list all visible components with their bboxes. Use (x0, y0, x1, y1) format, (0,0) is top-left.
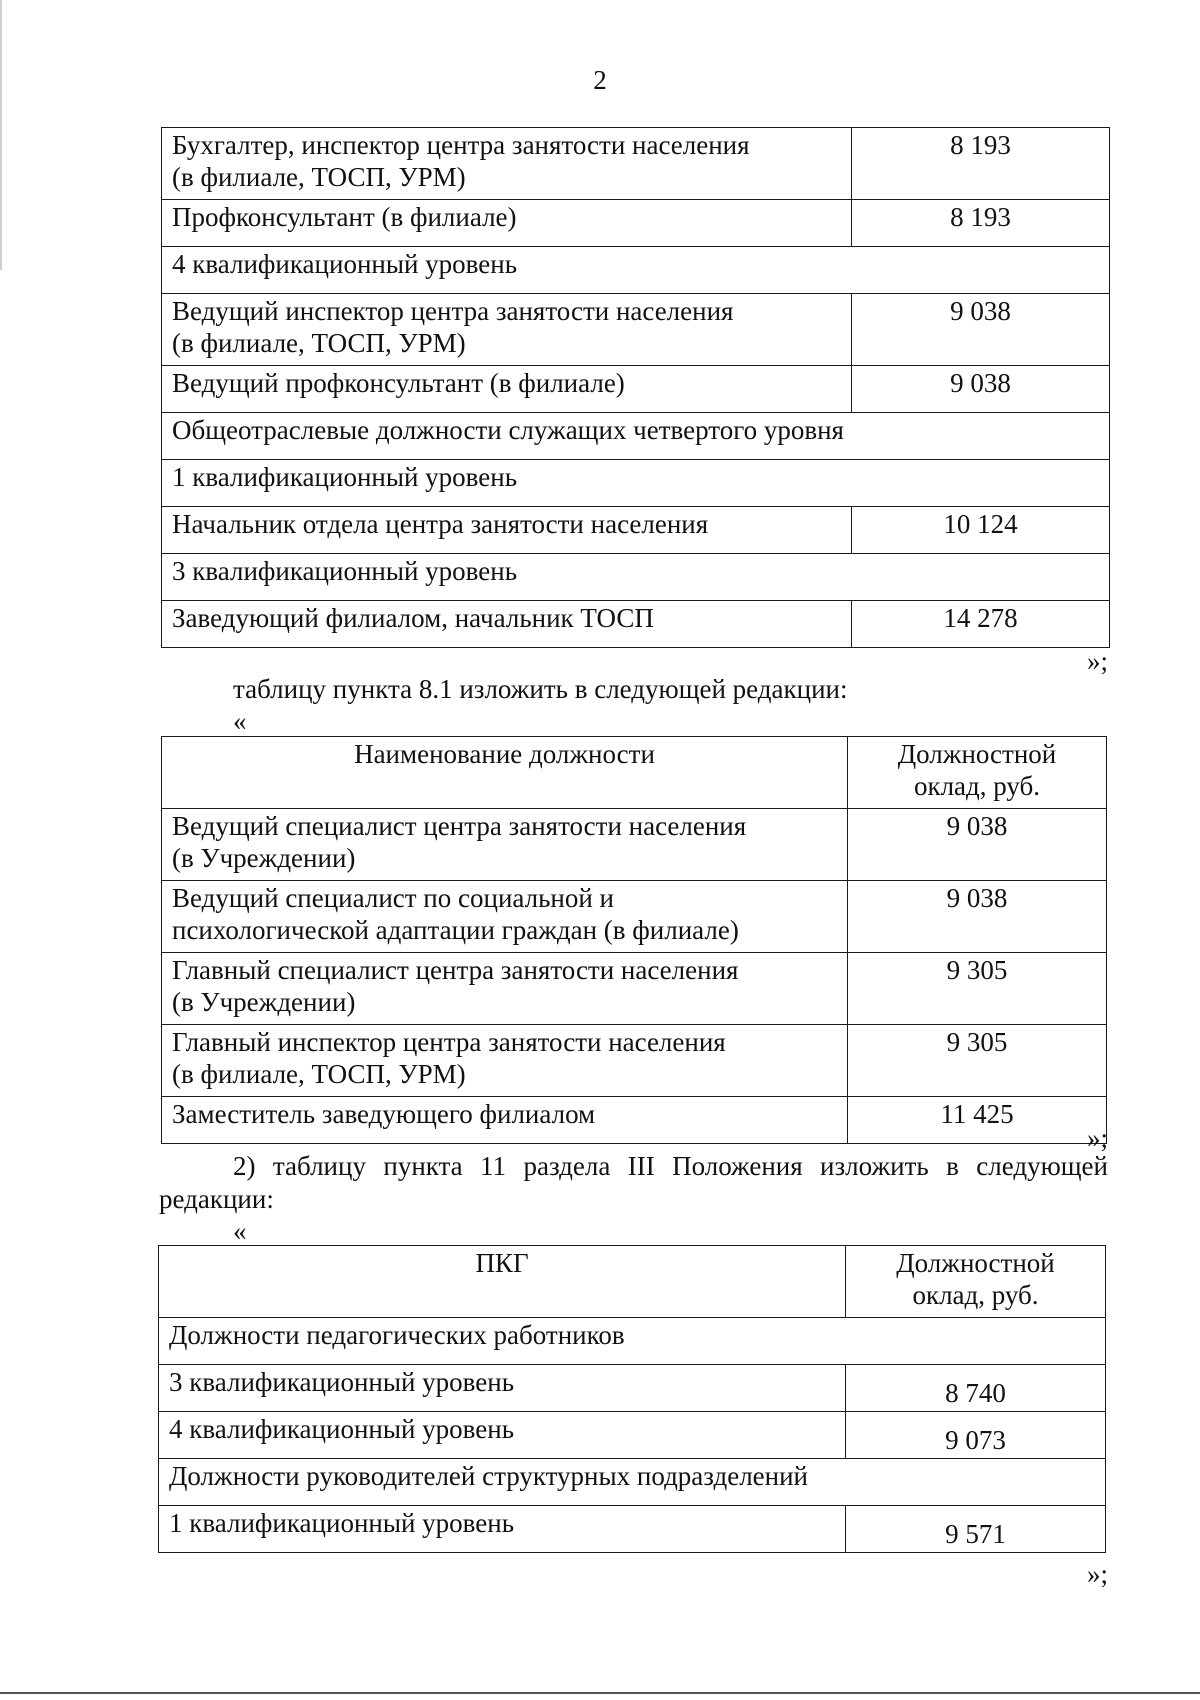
header-salary-line-1: Должностной (896, 1248, 1055, 1278)
salary-value: 9 073 (846, 1412, 1106, 1459)
salary-value: 8 193 (852, 200, 1110, 247)
salary-table-3 (158, 1245, 1106, 1553)
position-name: 3 квалификационный уровень (169, 1367, 515, 1397)
table-row (162, 1025, 1107, 1097)
table-header-row (162, 737, 1107, 809)
position-name: Ведущий специалист центра занятости населения (172, 811, 747, 841)
position-name: Заместитель заведующего филиалом (172, 1099, 596, 1129)
salary-value: 9 305 (848, 953, 1107, 1025)
table-section-row (162, 460, 1110, 507)
table-row (162, 294, 1110, 366)
salary-value: 9 038 (852, 366, 1110, 413)
table-row (162, 128, 1110, 200)
header-salary-line-2: оклад, руб. (912, 1280, 1039, 1310)
table-row (162, 507, 1110, 554)
table-row (162, 881, 1107, 953)
paragraph-11-line-2: редакции: (159, 1184, 274, 1214)
table-section-row (162, 413, 1110, 460)
position-name-line-2: (в филиале, ТОСП, УРМ) (172, 328, 466, 358)
position-name-line-2: (в филиале, ТОСП, УРМ) (172, 162, 466, 192)
salary-value: 14 278 (852, 601, 1110, 648)
salary-value: 8 740 (846, 1365, 1106, 1412)
position-name-cell (162, 881, 848, 953)
section-title: Общеотраслевые должности служащих четвертого уровня (162, 413, 1110, 460)
table-row (162, 601, 1110, 648)
header-salary (846, 1246, 1106, 1318)
position-name-cell (162, 809, 848, 881)
position-name-cell (162, 128, 852, 200)
table-section-row (159, 1318, 1106, 1365)
position-name-cell (162, 601, 852, 648)
position-name: Главный специалист центра занятости населения (172, 955, 739, 985)
position-name: 4 квалификационный уровень (169, 1414, 515, 1444)
table-section-row (162, 247, 1110, 294)
section-title: 4 квалификационный уровень (162, 247, 1110, 294)
position-name-cell (162, 1025, 848, 1097)
table-row (159, 1365, 1106, 1412)
header-pkg: ПКГ (159, 1246, 846, 1318)
close-quote-1: »; (1086, 646, 1108, 676)
position-name: 1 квалификационный уровень (169, 1508, 515, 1538)
salary-value: 9 038 (848, 809, 1107, 881)
position-name-line-2: (в Учреждении) (172, 987, 356, 1017)
position-name: Начальник отдела центра занятости населения (172, 509, 709, 539)
open-quote-2: « (233, 706, 247, 736)
position-name-line-2: (в филиале, ТОСП, УРМ) (172, 1059, 466, 1089)
position-name: Ведущий специалист по социальной и (172, 883, 614, 913)
position-name-cell (162, 1097, 848, 1144)
position-name: Ведущий профконсультант (в филиале) (172, 368, 625, 398)
position-name-cell (162, 294, 852, 366)
table-row (162, 366, 1110, 413)
section-title: Должности руководителей структурных подразделений (159, 1459, 1106, 1506)
position-name: Бухгалтер, инспектор центра занятости населения (172, 130, 750, 160)
table-section-row (159, 1459, 1106, 1506)
position-name-cell (159, 1412, 846, 1459)
close-quote-2: »; (1086, 1123, 1108, 1153)
position-name-cell (162, 953, 848, 1025)
header-salary-line-1: Должностной (897, 739, 1057, 769)
paragraph-8-1: таблицу пункта 8.1 изложить в следующей редакции: (233, 674, 848, 704)
close-quote-3: »; (1086, 1559, 1108, 1589)
table-row (159, 1412, 1106, 1459)
table-row (162, 953, 1107, 1025)
position-name-line-2: психологической адаптации граждан (в филиале) (172, 915, 739, 945)
position-name-cell (159, 1506, 846, 1553)
salary-table-1 (161, 127, 1110, 648)
open-quote-3: « (233, 1216, 247, 1246)
position-name-cell (159, 1365, 846, 1412)
salary-table-2 (161, 736, 1107, 1144)
scan-edge (0, 0, 2, 270)
section-title: 1 квалификационный уровень (162, 460, 1110, 507)
salary-value: 9 038 (852, 294, 1110, 366)
salary-value: 10 124 (852, 507, 1110, 554)
table-row (159, 1506, 1106, 1553)
table-header-row (159, 1246, 1106, 1318)
scan-edge (0, 1692, 1200, 1694)
table-row (162, 1097, 1107, 1144)
position-name: Главный инспектор центра занятости населения (172, 1027, 726, 1057)
salary-value: 9 038 (848, 881, 1107, 953)
page-number: 2 (593, 65, 607, 95)
section-title: 3 квалификационный уровень (162, 554, 1110, 601)
salary-value: 9 305 (848, 1025, 1107, 1097)
header-position-name: Наименование должности (162, 737, 848, 809)
position-name: Заведующий филиалом, начальник ТОСП (172, 603, 654, 633)
section-title: Должности педагогических работников (159, 1318, 1106, 1365)
position-name: Профконсультант (в филиале) (172, 202, 517, 232)
position-name-cell (162, 366, 852, 413)
paragraph-11-line-1: 2) таблицу пункта 11 раздела III Положения изложить в следующей (233, 1151, 1108, 1181)
table-row (162, 200, 1110, 247)
table-row (162, 809, 1107, 881)
header-salary (848, 737, 1107, 809)
position-name-cell (162, 200, 852, 247)
salary-value: 8 193 (852, 128, 1110, 200)
position-name-cell (162, 507, 852, 554)
salary-value: 11 425 (848, 1097, 1107, 1144)
salary-value: 9 571 (846, 1506, 1106, 1553)
header-salary-line-2: оклад, руб. (913, 771, 1041, 801)
position-name-line-2: (в Учреждении) (172, 843, 356, 873)
position-name: Ведущий инспектор центра занятости населения (172, 296, 734, 326)
table-section-row (162, 554, 1110, 601)
